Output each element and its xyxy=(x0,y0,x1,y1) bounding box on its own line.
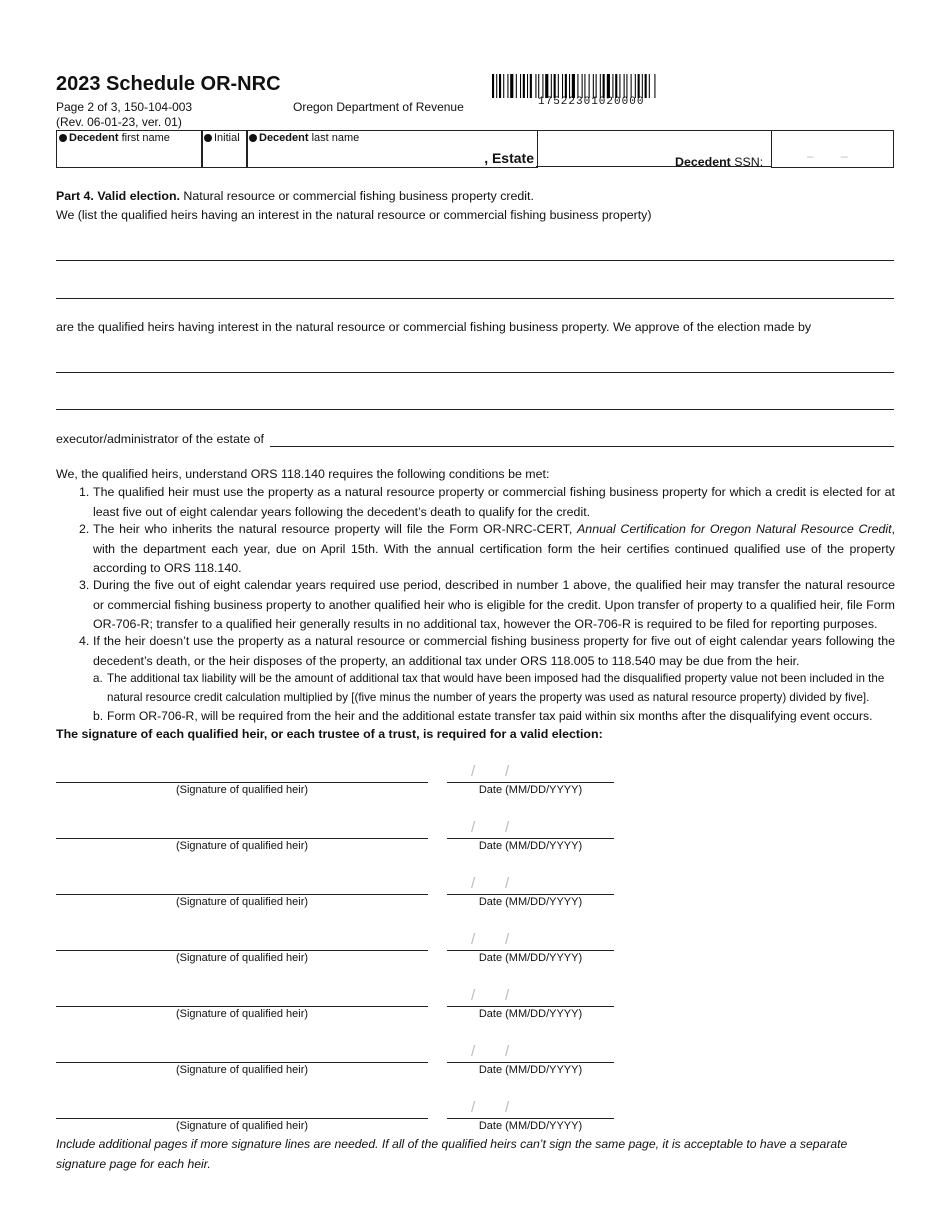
barcode-bar xyxy=(619,74,620,98)
signature-line[interactable] xyxy=(56,950,428,951)
first-name-bold: Decedent xyxy=(69,132,119,144)
decedent-ssn-field[interactable] xyxy=(771,130,894,168)
barcode-bar xyxy=(638,74,640,98)
date-field[interactable] xyxy=(447,1118,614,1119)
barcode-bar xyxy=(527,74,528,98)
date-slash: / xyxy=(505,1099,510,1116)
date-slash: / xyxy=(505,875,510,892)
signature-caption: (Signature of qualified heir) xyxy=(175,1064,309,1076)
signature-line[interactable] xyxy=(56,1006,428,1007)
executor-name-line-1[interactable] xyxy=(56,372,894,373)
signature-line[interactable] xyxy=(56,1118,428,1119)
signature-caption: (Signature of qualified heir) xyxy=(175,784,309,796)
estate-suffix: , Estate xyxy=(484,150,534,166)
date-slash: / xyxy=(471,875,476,892)
barcode-bar xyxy=(535,74,536,98)
form-title: 2023 Schedule OR-NRC xyxy=(56,73,281,95)
barcode-bar xyxy=(589,74,590,98)
decedent-last-name-field[interactable] xyxy=(246,130,538,168)
subitem-letter: b. xyxy=(93,709,104,723)
date-slash: / xyxy=(471,1099,476,1116)
barcode-bar xyxy=(503,74,504,98)
date-field[interactable] xyxy=(447,1006,614,1007)
signature-line[interactable] xyxy=(56,1062,428,1063)
date-slash: / xyxy=(505,763,510,780)
barcode-bar xyxy=(572,74,575,98)
date-caption: Date (MM/DD/YYYY) xyxy=(478,952,583,964)
part4-heading: Part 4. Valid election. xyxy=(56,189,180,203)
date-slash: / xyxy=(471,931,476,948)
last-name-label: last name xyxy=(308,132,360,144)
signature-caption: (Signature of qualified heir) xyxy=(175,1120,309,1132)
heirs-intro: We (list the qualified heirs having an interest in the natural resource or commercial fishing business property) xyxy=(56,208,652,222)
barcode-bar xyxy=(642,74,643,98)
date-caption: Date (MM/DD/YYYY) xyxy=(478,840,583,852)
date-field[interactable] xyxy=(447,950,614,951)
subitem-text: The additional tax liability will be the amount of additional tax that would have been imposed had the disqualified property value not been included in the natural resource credit calculation multiplied by [(five minus the number of years the property was used as natural resource property) divided by five]. xyxy=(107,672,885,704)
barcode-bar xyxy=(631,74,632,98)
initial-label: Initial xyxy=(214,132,240,144)
condition-text: During the five out of eight calendar years required use period, described in number 1 above, the qualified heir may transfer the natural resource or commercial fishing business property to another qualified heir who is eligible for the credit. Upon transfer of property to a qualified heir, file Form OR-706-R; transfer to a qualified heir generally results in no additional tax, however the OR-706-R is required to be filed for reporting purposes. xyxy=(93,578,895,631)
signature-caption: (Signature of qualified heir) xyxy=(175,1008,309,1020)
required-bullet-icon xyxy=(59,134,67,142)
date-field[interactable] xyxy=(447,894,614,895)
date-slash: / xyxy=(505,1043,510,1060)
department-name: Oregon Department of Revenue xyxy=(293,100,464,114)
ssn-label xyxy=(675,155,763,169)
estate-of-line[interactable] xyxy=(270,446,894,447)
condition-number: 1. xyxy=(79,485,90,499)
revision-info: (Rev. 06-01-23, ver. 01) xyxy=(56,115,182,129)
barcode-bar xyxy=(507,74,508,98)
signature-caption: (Signature of qualified heir) xyxy=(175,952,309,964)
barcode-bar xyxy=(545,74,548,98)
condition-text: The qualified heir must use the property as a natural resource property or commercial fishing business property for which a credit is elected for at least five out of eight calendar years following the decedent’s death to qualify for the credit. xyxy=(93,485,895,519)
part4-heading-line xyxy=(56,187,534,206)
condition-subitem xyxy=(93,670,895,707)
barcode-bar xyxy=(654,74,655,98)
date-slash: / xyxy=(505,819,510,836)
barcode-bar xyxy=(523,74,525,98)
signature-line[interactable] xyxy=(56,782,428,783)
barcode-bar xyxy=(530,74,532,98)
ssn-separator: – xyxy=(841,149,848,163)
barcode-bar xyxy=(607,74,610,98)
subitem-text: Form OR-706-R, will be required from the heir and the additional estate transfer tax paid within six months after the disqualifying event occurs. xyxy=(107,709,873,723)
condition-number: 4. xyxy=(79,634,90,648)
barcode-bar xyxy=(612,74,613,98)
barcode-bar xyxy=(499,74,501,98)
date-caption: Date (MM/DD/YYYY) xyxy=(478,1120,583,1132)
barcode-bar xyxy=(577,74,578,98)
barcode-bar xyxy=(538,74,539,98)
signature-line[interactable] xyxy=(56,838,428,839)
required-bullet-icon xyxy=(249,134,257,142)
barcode-bar xyxy=(558,74,559,98)
barcode-bar xyxy=(551,74,552,98)
barcode-bar xyxy=(584,74,585,98)
date-caption: Date (MM/DD/YYYY) xyxy=(478,1008,583,1020)
condition-item xyxy=(79,483,895,522)
date-field[interactable] xyxy=(447,1062,614,1063)
executor-label: executor/administrator of the estate of xyxy=(56,432,264,446)
first-name-label: first name xyxy=(118,132,170,144)
barcode-bar xyxy=(516,74,517,98)
barcode-bar xyxy=(624,74,625,98)
condition-number: 3. xyxy=(79,578,90,592)
date-slash: / xyxy=(505,987,510,1004)
condition-item xyxy=(79,632,895,671)
subitem-letter: a. xyxy=(93,672,103,685)
condition-text: The heir who inherits the natural resource property will file the Form OR-NRC-CERT, xyxy=(93,522,578,536)
signature-caption: (Signature of qualified heir) xyxy=(175,896,309,908)
barcode-bar xyxy=(496,74,497,98)
ssn-separator: – xyxy=(807,149,814,163)
condition-item xyxy=(79,520,895,579)
barcode-bar xyxy=(635,74,636,98)
date-slash: / xyxy=(471,819,476,836)
heirs-line-1[interactable] xyxy=(56,260,894,261)
barcode-bar xyxy=(615,74,617,98)
heirs-line-2[interactable] xyxy=(56,298,894,299)
page-info: Page 2 of 3, 150-104-003 xyxy=(56,100,193,114)
barcode-bar xyxy=(569,74,570,98)
date-caption: Date (MM/DD/YYYY) xyxy=(478,1064,583,1076)
condition-subitem xyxy=(93,707,895,726)
barcode-bar xyxy=(562,74,563,98)
condition-item xyxy=(79,576,895,635)
condition-form-title: Annual Certification for Oregon Natural Resource Credit xyxy=(577,522,892,536)
decedent-initial-field[interactable] xyxy=(201,130,248,168)
header-top-rule xyxy=(536,130,772,131)
barcode-bar xyxy=(626,74,627,98)
signature-requirement: The signature of each qualified heir, or each trustee of a trust, is required for a valid election: xyxy=(56,727,603,741)
barcode-bar xyxy=(600,74,601,98)
barcode xyxy=(492,74,704,98)
ssn-label-bold: Decedent xyxy=(675,155,731,169)
barcode-bar xyxy=(593,74,594,98)
ssn-label-text: SSN: xyxy=(730,155,764,169)
date-field[interactable] xyxy=(447,838,614,839)
barcode-bar xyxy=(554,74,556,98)
condition-text: , with the department each year, due on April 15th. With the annual certification form the heir certifies continued qualified use of the property according to ORS 118.140. xyxy=(93,522,895,575)
condition-text: If the heir doesn’t use the property as a natural resource or commercial fishing business property for five out of eight calendar years following the decedent’s death, or the heir disposes of the property, an additional tax under ORS 118.005 to 118.540 may be due from the heir. xyxy=(93,634,895,668)
date-field[interactable] xyxy=(447,782,614,783)
date-slash: / xyxy=(471,1043,476,1060)
barcode-bar xyxy=(596,74,597,98)
required-bullet-icon xyxy=(204,134,212,142)
date-caption: Date (MM/DD/YYYY) xyxy=(478,896,583,908)
barcode-bar xyxy=(520,74,521,98)
barcode-number: 17522301020000 xyxy=(538,96,645,108)
barcode-bar xyxy=(542,74,543,98)
signature-line[interactable] xyxy=(56,894,428,895)
approval-text: are the qualified heirs having interest in the natural resource or commercial fishing business property. We approve of the election made by xyxy=(56,320,812,334)
barcode-bar xyxy=(492,74,494,98)
part4-heading-text: Natural resource or commercial fishing business property credit. xyxy=(179,189,534,203)
date-slash: / xyxy=(471,763,476,780)
barcode-bar xyxy=(582,74,583,98)
condition-number: 2. xyxy=(79,522,90,536)
date-slash: / xyxy=(505,931,510,948)
date-slash: / xyxy=(471,987,476,1004)
signature-caption: (Signature of qualified heir) xyxy=(175,840,309,852)
decedent-first-name-field[interactable] xyxy=(56,130,203,168)
barcode-bar xyxy=(649,74,650,98)
conditions-intro: We, the qualified heirs, understand ORS 118.140 requires the following conditions be met: xyxy=(56,467,550,481)
date-caption: Date (MM/DD/YYYY) xyxy=(478,784,583,796)
barcode-bar xyxy=(603,74,605,98)
footer-note: Include additional pages if more signature lines are needed. If all of the qualified heirs can’t sign the same page, it is acceptable to have a separate signature page for each heir. xyxy=(56,1137,848,1171)
barcode-bar xyxy=(510,74,513,98)
barcode-bar xyxy=(565,74,567,98)
barcode-bar xyxy=(645,74,647,98)
last-name-bold: Decedent xyxy=(259,132,309,144)
executor-name-line-2[interactable] xyxy=(56,409,894,410)
